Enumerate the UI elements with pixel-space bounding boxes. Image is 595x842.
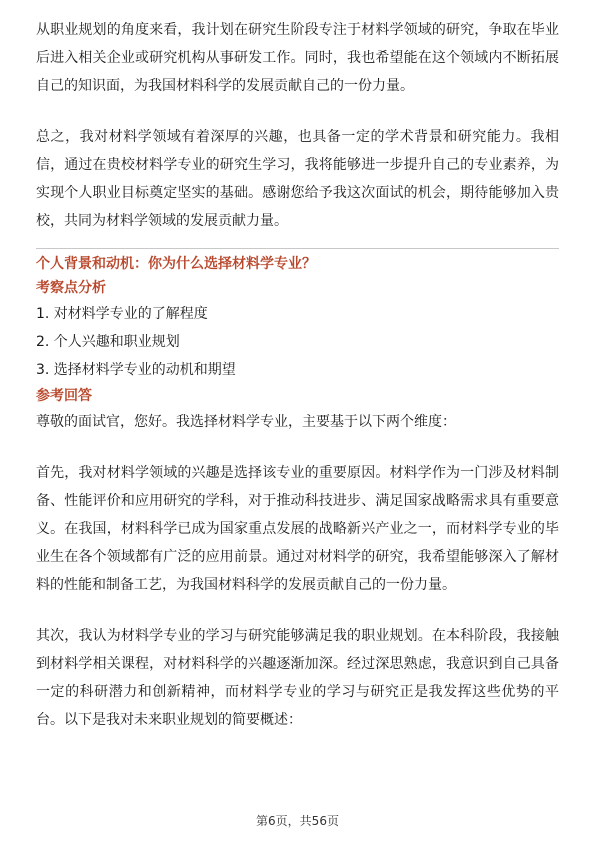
- paragraph-gap: [36, 100, 559, 123]
- answer-second-reason: 其次，我认为材料学专业的学习与研究能够满足我的职业规划。在本科阶段，我接触到材料学相关课程，对材料科学的兴趣逐渐加深。经过深思熟虑，我意识到自己具备一定的科研潜力和创新精神，而材料学专业的学习与研究正是我发挥这些优势的平台。以下是我对未来职业规划的简要概述：: [36, 628, 559, 728]
- paragraph-conclusion: 总之，我对材料学领域有着深厚的兴趣，也具备一定的学术背景和研究能力。我相信，通过在贵校材料学专业的研究生学习，我将能够进一步提升自己的专业素养，为实现个人职业目标奠定坚实的基础。感谢您给予我这次面试的机会，期待能够加入贵校，共同为材料学领域的发展贡献力量。: [36, 129, 559, 229]
- analysis-point-1: 1. 对材料学专业的了解程度: [36, 306, 208, 322]
- page-content: [36, 16, 559, 734]
- analysis-point-2: 2. 个人兴趣和职业规划: [36, 334, 180, 350]
- page-number: 第6页，共56页: [256, 814, 339, 828]
- answer-greeting: 尊敬的面试官，您好。我选择材料学专业，主要基于以下两个维度：: [36, 414, 456, 430]
- question-title: 个人背景和动机：你为什么选择材料学专业？: [36, 256, 316, 272]
- paragraph-gap: [36, 436, 559, 459]
- reference-heading: 参考回答: [36, 388, 92, 404]
- analysis-point-3: 3. 选择材料学专业的动机和期望: [36, 362, 236, 378]
- analysis-points: [36, 300, 559, 384]
- analysis-heading: 考察点分析: [36, 280, 106, 296]
- section-divider: [36, 248, 559, 249]
- answer-first-reason: 首先，我对材料学领域的兴趣是选择该专业的重要原因。材料学作为一门涉及材料制备、性能评价和应用研究的学科，对于推动科技进步、满足国家战略需求具有重要意义。在我国，材料科学已成为国家重点发展的战略新兴产业之一，而材料学专业的毕业生在各个领域都有广泛的应用前景。通过对材料学的研究，我希望能够深入了解材料的性能和制备工艺，为我国材料科学的发展贡献自己的一份力量。: [36, 465, 559, 593]
- paragraph-gap: [36, 599, 559, 622]
- paragraph-career-plan: 从职业规划的角度来看，我计划在研究生阶段专注于材料学领域的研究，争取在毕业后进入相关企业或研究机构从事研发工作。同时，我也希望能在这个领域内不断拓展自己的知识面，为我国材料科学的发展贡献自己的一份力量。: [36, 22, 559, 94]
